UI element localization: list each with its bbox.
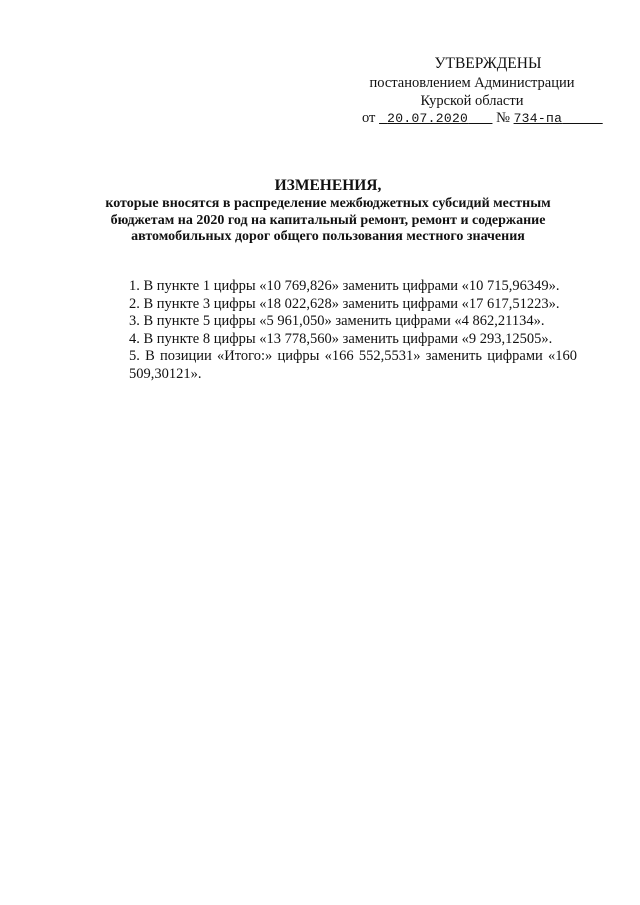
- document-title: ИЗМЕНЕНИЯ,: [274, 177, 382, 194]
- approval-number: 734-па: [513, 111, 563, 126]
- amendment-item-3: 3. В пункте 5 цифры «5 961,050» заменить цифрами «4 862,21134».: [129, 313, 545, 329]
- approval-line-1: постановлением Администрации: [369, 74, 575, 91]
- approval-block: [352, 55, 592, 111]
- from-label: от: [362, 110, 376, 126]
- approval-date-line: [362, 110, 603, 127]
- approval-line-2: Курской области: [420, 93, 524, 109]
- amendment-item-2: 2. В пункте 3 цифры «18 022,628» заменить цифрами «17 617,51223».: [129, 295, 560, 312]
- subtitle-line-2: бюджетам на 2020 год на капитальный ремонт, ремонт и содержание: [110, 212, 546, 228]
- amendment-item-4: 4. В пункте 8 цифры «13 778,560» заменить цифрами «9 293,12505».: [129, 330, 553, 347]
- number-label: №: [496, 110, 510, 126]
- amendment-list: [107, 278, 577, 383]
- subtitle-line-3: автомобильных дорог общего пользования местного значения: [131, 229, 525, 244]
- subtitle-line-1: которые вносятся в распределение межбюджетных субсидий местным: [105, 196, 551, 211]
- approved-label: УТВЕРЖДЕНЫ: [434, 55, 542, 72]
- approval-date: 20.07.2020: [387, 111, 469, 126]
- amendment-item-1: 1. В пункте 1 цифры «10 769,826» заменить цифрами «10 715,96349».: [129, 278, 560, 294]
- document-heading: [78, 176, 578, 246]
- amendment-item-5: 5. В позиции «Итого:» цифры «166 552,5531» заменить цифрами «160 509,30121».: [129, 348, 577, 382]
